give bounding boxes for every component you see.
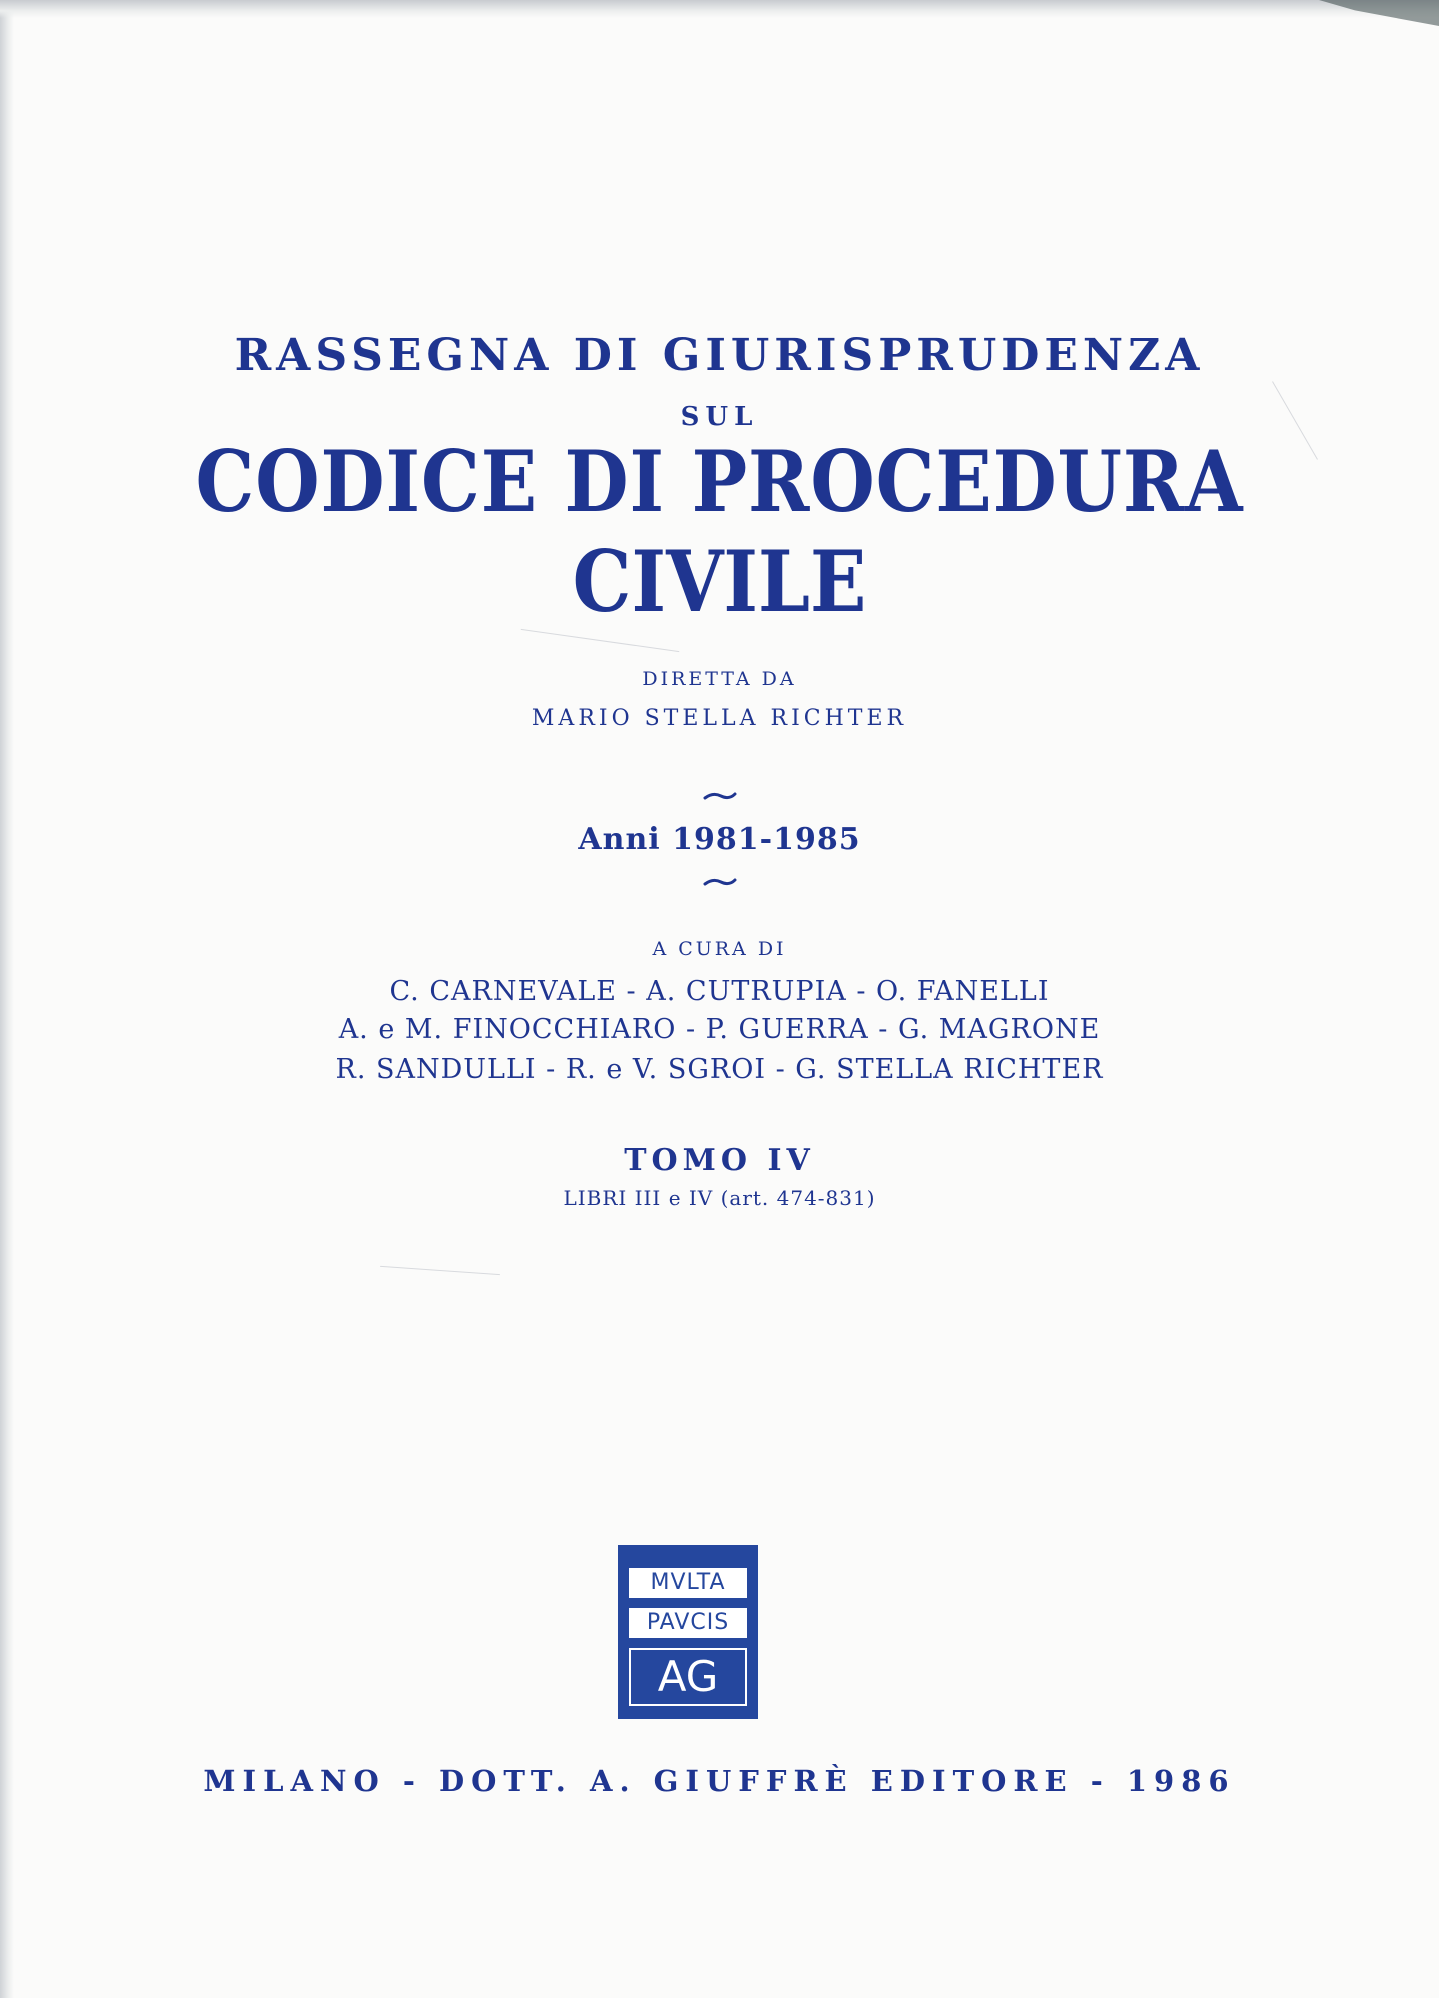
editors-line-1: C. CARNEVALE - A. CUTRUPIA - O. FANELLI — [389, 976, 1050, 1007]
swash-ornament-top — [0, 786, 1439, 805]
publisher-logo — [618, 1545, 758, 1719]
logo-word-paucis: PAVCIS — [629, 1608, 747, 1638]
editors-line-2: A. e M. FINOCCHIARO - P. GUERRA - G. MAGRONE — [338, 1014, 1101, 1045]
editors-line-3: R. SANDULLI - R. e V. SGROI - G. STELLA RICHTER — [335, 1054, 1104, 1085]
directed-by-label: DIRETTA DA — [642, 668, 797, 690]
surface-scratch — [521, 629, 680, 652]
volume-subtitle: LIBRI III e IV (art. 474-831) — [563, 1186, 876, 1210]
worn-top-edge — [0, 0, 1439, 18]
edited-by-label: A CURA DI — [652, 938, 787, 960]
director-name: MARIO STELLA RICHTER — [531, 706, 908, 731]
main-title-line2: CIVILE — [572, 532, 867, 631]
logo-word-multa: MVLTA — [629, 1568, 747, 1598]
series-title: RASSEGNA DI GIURISPRUDENZA — [234, 330, 1205, 381]
logo-monogram: AG — [629, 1648, 747, 1706]
volume-label: TOMO IV — [624, 1143, 815, 1178]
main-title-line1: CODICE DI PROCEDURA — [195, 432, 1244, 531]
surface-scratch — [380, 1266, 500, 1275]
title-connector: SUL — [680, 402, 759, 432]
swash-ornament-bottom — [0, 872, 1439, 891]
publisher-imprint: MILANO - DOTT. A. GIUFFRÈ EDITORE - 1986 — [203, 1764, 1236, 1798]
years-range: Anni 1981-1985 — [578, 822, 861, 857]
